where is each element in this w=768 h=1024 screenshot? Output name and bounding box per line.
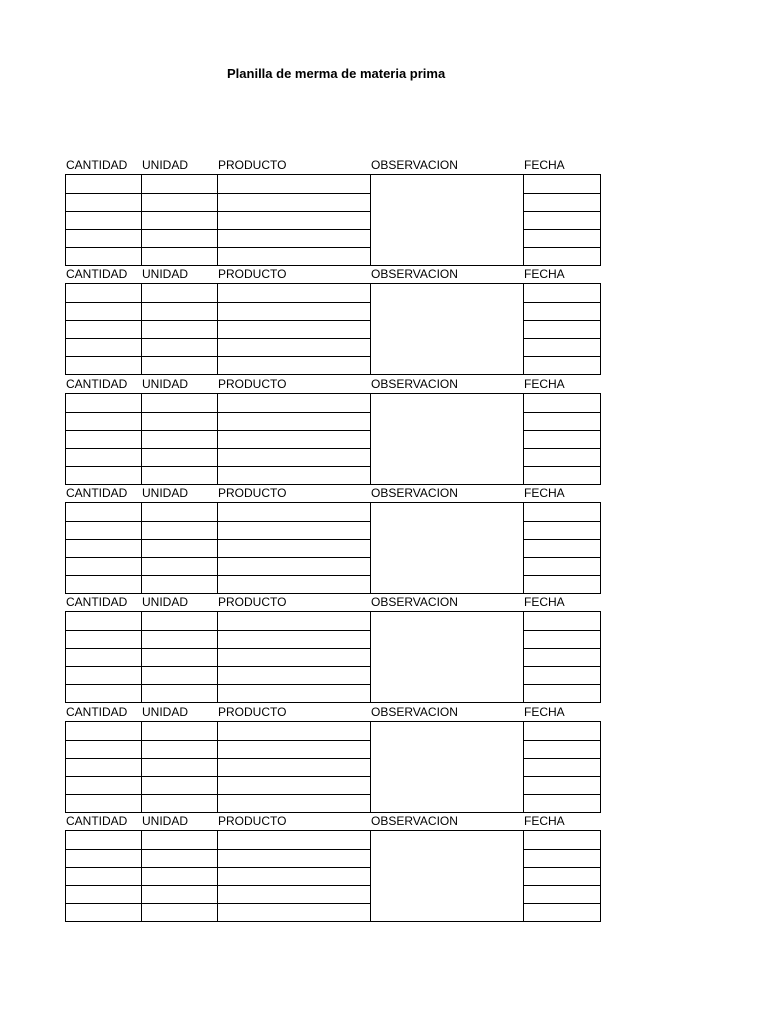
producto-cell[interactable] — [218, 612, 371, 630]
producto-cell[interactable] — [218, 211, 371, 229]
fecha-cell[interactable] — [524, 867, 600, 885]
fecha-cell[interactable] — [524, 175, 600, 193]
cantidad-cell[interactable] — [66, 193, 142, 211]
cantidad-cell[interactable] — [66, 630, 142, 648]
producto-cell[interactable] — [218, 776, 371, 794]
fecha-cell[interactable] — [524, 666, 600, 684]
producto-cell[interactable] — [218, 740, 371, 758]
producto-cell[interactable] — [218, 722, 371, 740]
header-cantidad: CANTIDAD — [66, 267, 128, 281]
cantidad-cell[interactable] — [66, 776, 142, 794]
fecha-cell[interactable] — [524, 849, 600, 867]
entry-table — [65, 174, 601, 266]
header-producto: PRODUCTO — [218, 814, 287, 828]
fecha-cell[interactable] — [524, 684, 600, 702]
header-unidad: UNIDAD — [142, 595, 189, 609]
unidad-cell[interactable] — [142, 666, 218, 684]
header-observacion: OBSERVACION — [371, 705, 458, 719]
unidad-cell[interactable] — [142, 394, 218, 412]
header-fecha: FECHA — [524, 486, 565, 500]
cantidad-cell[interactable] — [66, 394, 142, 412]
header-observacion: OBSERVACION — [371, 267, 458, 281]
fecha-cell[interactable] — [524, 903, 600, 921]
unidad-cell[interactable] — [142, 302, 218, 320]
producto-cell[interactable] — [218, 284, 371, 302]
fecha-cell[interactable] — [524, 466, 600, 484]
producto-cell[interactable] — [218, 575, 371, 593]
cantidad-cell[interactable] — [66, 794, 142, 812]
header-unidad: UNIDAD — [142, 267, 189, 281]
cantidad-cell[interactable] — [66, 412, 142, 430]
fecha-cell[interactable] — [524, 211, 600, 229]
unidad-cell[interactable] — [142, 193, 218, 211]
unidad-cell[interactable] — [142, 211, 218, 229]
unidad-cell[interactable] — [142, 430, 218, 448]
cantidad-cell[interactable] — [66, 338, 142, 356]
fecha-cell[interactable] — [524, 394, 600, 412]
unidad-cell[interactable] — [142, 503, 218, 521]
fecha-cell[interactable] — [524, 722, 600, 740]
header-producto: PRODUCTO — [218, 486, 287, 500]
cantidad-cell[interactable] — [66, 740, 142, 758]
cantidad-cell[interactable] — [66, 557, 142, 575]
cantidad-cell[interactable] — [66, 666, 142, 684]
cantidad-cell[interactable] — [66, 211, 142, 229]
fecha-cell[interactable] — [524, 648, 600, 666]
producto-cell[interactable] — [218, 521, 371, 539]
producto-cell[interactable] — [218, 666, 371, 684]
header-producto: PRODUCTO — [218, 705, 287, 719]
header-fecha: FECHA — [524, 705, 565, 719]
producto-cell[interactable] — [218, 320, 371, 338]
header-cantidad: CANTIDAD — [66, 158, 128, 172]
producto-cell[interactable] — [218, 503, 371, 521]
unidad-cell[interactable] — [142, 885, 218, 903]
form-block — [65, 485, 601, 594]
fecha-cell[interactable] — [524, 758, 600, 776]
unidad-cell[interactable] — [142, 831, 218, 849]
cantidad-cell[interactable] — [66, 831, 142, 849]
header-producto: PRODUCTO — [218, 158, 287, 172]
producto-cell[interactable] — [218, 867, 371, 885]
cantidad-cell[interactable] — [66, 466, 142, 484]
observacion-cell[interactable] — [371, 394, 524, 484]
producto-cell[interactable] — [218, 338, 371, 356]
header-cantidad: CANTIDAD — [66, 705, 128, 719]
unidad-cell[interactable] — [142, 575, 218, 593]
cantidad-cell[interactable] — [66, 867, 142, 885]
header-fecha: FECHA — [524, 158, 565, 172]
fecha-cell[interactable] — [524, 776, 600, 794]
header-fecha: FECHA — [524, 267, 565, 281]
unidad-cell[interactable] — [142, 412, 218, 430]
fecha-cell[interactable] — [524, 539, 600, 557]
form-block — [65, 704, 601, 813]
fecha-cell[interactable] — [524, 356, 600, 374]
form-block — [65, 594, 601, 703]
header-cantidad: CANTIDAD — [66, 595, 128, 609]
producto-cell[interactable] — [218, 539, 371, 557]
producto-cell[interactable] — [218, 466, 371, 484]
unidad-cell[interactable] — [142, 722, 218, 740]
producto-cell[interactable] — [218, 794, 371, 812]
fecha-cell[interactable] — [524, 630, 600, 648]
producto-cell[interactable] — [218, 557, 371, 575]
form-block — [65, 157, 601, 266]
unidad-cell[interactable] — [142, 630, 218, 648]
producto-cell[interactable] — [218, 831, 371, 849]
header-unidad: UNIDAD — [142, 158, 189, 172]
producto-cell[interactable] — [218, 648, 371, 666]
header-unidad: UNIDAD — [142, 377, 189, 391]
fecha-cell[interactable] — [524, 320, 600, 338]
form-block — [65, 813, 601, 922]
header-unidad: UNIDAD — [142, 486, 189, 500]
fecha-cell[interactable] — [524, 503, 600, 521]
form-block — [65, 266, 601, 375]
producto-cell[interactable] — [218, 394, 371, 412]
unidad-cell[interactable] — [142, 612, 218, 630]
cantidad-cell[interactable] — [66, 885, 142, 903]
producto-cell[interactable] — [218, 430, 371, 448]
cantidad-cell[interactable] — [66, 575, 142, 593]
producto-cell[interactable] — [218, 448, 371, 466]
producto-cell[interactable] — [218, 885, 371, 903]
header-observacion: OBSERVACION — [371, 486, 458, 500]
unidad-cell[interactable] — [142, 247, 218, 265]
producto-cell[interactable] — [218, 193, 371, 211]
header-cantidad: CANTIDAD — [66, 486, 128, 500]
cantidad-cell[interactable] — [66, 448, 142, 466]
cantidad-cell[interactable] — [66, 903, 142, 921]
fecha-cell[interactable] — [524, 284, 600, 302]
fecha-cell[interactable] — [524, 740, 600, 758]
header-observacion: OBSERVACION — [371, 377, 458, 391]
unidad-cell[interactable] — [142, 903, 218, 921]
header-producto: PRODUCTO — [218, 267, 287, 281]
header-observacion: OBSERVACION — [371, 158, 458, 172]
fecha-cell[interactable] — [524, 247, 600, 265]
cantidad-cell[interactable] — [66, 284, 142, 302]
producto-cell[interactable] — [218, 849, 371, 867]
cantidad-cell[interactable] — [66, 320, 142, 338]
header-observacion: OBSERVACION — [371, 595, 458, 609]
cantidad-cell[interactable] — [66, 356, 142, 374]
entry-table — [65, 721, 601, 813]
cantidad-cell[interactable] — [66, 175, 142, 193]
unidad-cell[interactable] — [142, 466, 218, 484]
observacion-cell[interactable] — [371, 612, 524, 702]
producto-cell[interactable] — [218, 630, 371, 648]
fecha-cell[interactable] — [524, 557, 600, 575]
producto-cell[interactable] — [218, 302, 371, 320]
fecha-cell[interactable] — [524, 193, 600, 211]
header-unidad: UNIDAD — [142, 814, 189, 828]
fecha-cell[interactable] — [524, 302, 600, 320]
fecha-cell[interactable] — [524, 521, 600, 539]
fecha-cell[interactable] — [524, 612, 600, 630]
observacion-cell[interactable] — [371, 831, 524, 921]
cantidad-cell[interactable] — [66, 648, 142, 666]
cantidad-cell[interactable] — [66, 758, 142, 776]
fecha-cell[interactable] — [524, 229, 600, 247]
cantidad-cell[interactable] — [66, 612, 142, 630]
unidad-cell[interactable] — [142, 794, 218, 812]
cantidad-cell[interactable] — [66, 302, 142, 320]
unidad-cell[interactable] — [142, 338, 218, 356]
unidad-cell[interactable] — [142, 448, 218, 466]
form-block — [65, 376, 601, 485]
unidad-cell[interactable] — [142, 356, 218, 374]
entry-table — [65, 830, 601, 922]
unidad-cell[interactable] — [142, 740, 218, 758]
header-fecha: FECHA — [524, 814, 565, 828]
producto-cell[interactable] — [218, 229, 371, 247]
header-fecha: FECHA — [524, 595, 565, 609]
unidad-cell[interactable] — [142, 867, 218, 885]
cantidad-cell[interactable] — [66, 503, 142, 521]
header-observacion: OBSERVACION — [371, 814, 458, 828]
fecha-cell[interactable] — [524, 412, 600, 430]
unidad-cell[interactable] — [142, 557, 218, 575]
fecha-cell[interactable] — [524, 794, 600, 812]
cantidad-cell[interactable] — [66, 539, 142, 557]
producto-cell[interactable] — [218, 684, 371, 702]
cantidad-cell[interactable] — [66, 521, 142, 539]
header-producto: PRODUCTO — [218, 595, 287, 609]
header-cantidad: CANTIDAD — [66, 377, 128, 391]
producto-cell[interactable] — [218, 356, 371, 374]
observacion-cell[interactable] — [371, 722, 524, 812]
entry-table — [65, 393, 601, 485]
unidad-cell[interactable] — [142, 521, 218, 539]
entry-table — [65, 611, 601, 703]
unidad-cell[interactable] — [142, 320, 218, 338]
fecha-cell[interactable] — [524, 575, 600, 593]
observacion-cell[interactable] — [371, 503, 524, 593]
header-fecha: FECHA — [524, 377, 565, 391]
cantidad-cell[interactable] — [66, 229, 142, 247]
entry-table — [65, 502, 601, 594]
page-title: Planilla de merma de materia prima — [227, 66, 446, 81]
cantidad-cell[interactable] — [66, 247, 142, 265]
fecha-cell[interactable] — [524, 430, 600, 448]
cantidad-cell[interactable] — [66, 430, 142, 448]
unidad-cell[interactable] — [142, 648, 218, 666]
unidad-cell[interactable] — [142, 776, 218, 794]
fecha-cell[interactable] — [524, 831, 600, 849]
producto-cell[interactable] — [218, 412, 371, 430]
fecha-cell[interactable] — [524, 885, 600, 903]
observacion-cell[interactable] — [371, 284, 524, 374]
unidad-cell[interactable] — [142, 684, 218, 702]
observacion-cell[interactable] — [371, 175, 524, 265]
fecha-cell[interactable] — [524, 448, 600, 466]
producto-cell[interactable] — [218, 903, 371, 921]
unidad-cell[interactable] — [142, 229, 218, 247]
unidad-cell[interactable] — [142, 849, 218, 867]
header-unidad: UNIDAD — [142, 705, 189, 719]
cantidad-cell[interactable] — [66, 684, 142, 702]
entry-table — [65, 283, 601, 375]
unidad-cell[interactable] — [142, 175, 218, 193]
header-cantidad: CANTIDAD — [66, 814, 128, 828]
producto-cell[interactable] — [218, 247, 371, 265]
unidad-cell[interactable] — [142, 539, 218, 557]
producto-cell[interactable] — [218, 758, 371, 776]
cantidad-cell[interactable] — [66, 722, 142, 740]
unidad-cell[interactable] — [142, 758, 218, 776]
unidad-cell[interactable] — [142, 284, 218, 302]
cantidad-cell[interactable] — [66, 849, 142, 867]
fecha-cell[interactable] — [524, 338, 600, 356]
producto-cell[interactable] — [218, 175, 371, 193]
header-producto: PRODUCTO — [218, 377, 287, 391]
